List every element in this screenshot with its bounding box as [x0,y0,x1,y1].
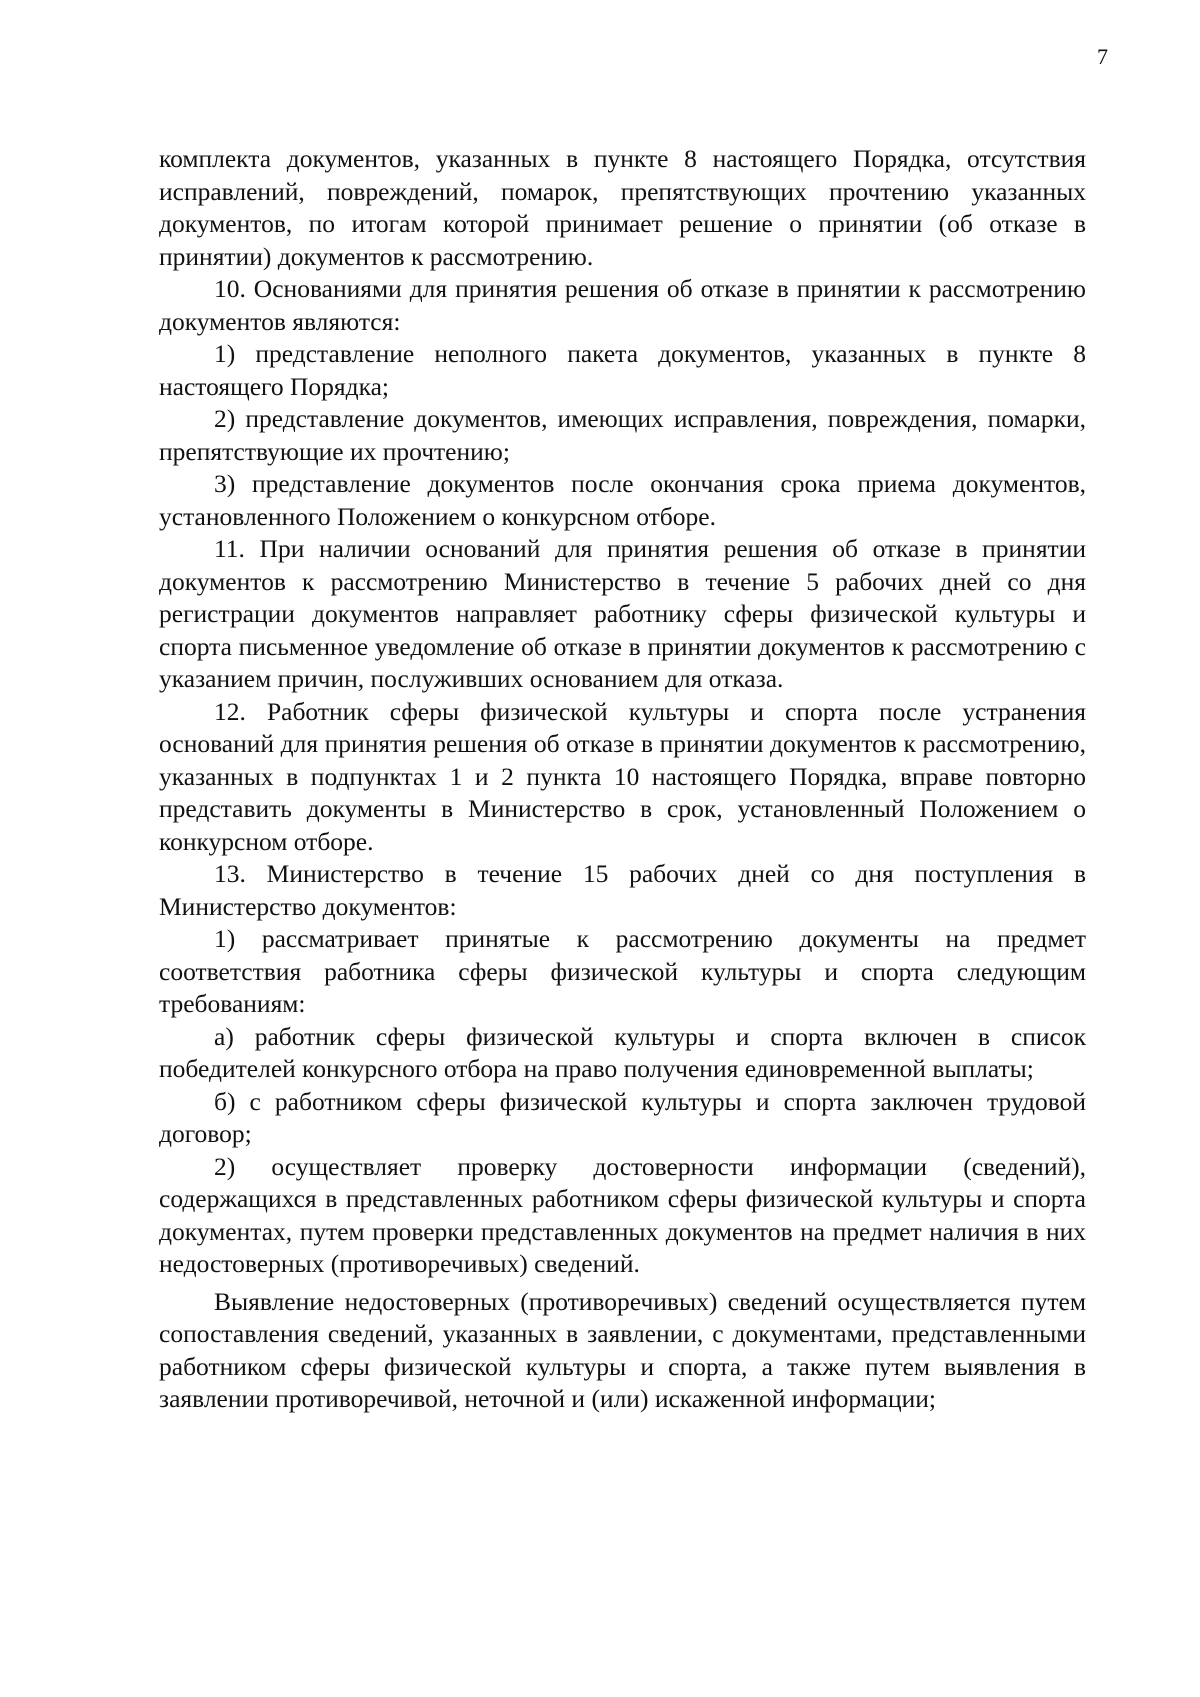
paragraph-continuation: комплекта документов, указанных в пункте 8 настоящего Порядка, отсутствия исправлений, повреждений, помарок, препятствующих прочтению указанных документов, по итогам которой принимает решение о принятии (об отказе в принятии) документов к рассмотрению. [159,144,1086,271]
paragraph-subitem-13-1-b: б) с работником сферы физической культуры и спорта заключен трудовой договор; [159,1086,1086,1148]
paragraph-subitem-13-1: 1) рассматривает принятые к рассмотрению документы на предмет соответствия работника сферы физической культуры и спорта следующим требованиям: [159,924,1086,1018]
paragraph-subitem-10-1: 1) представление неполного пакета документов, указанных в пункте 8 настоящего Порядка; [159,339,1086,401]
paragraph-verification-note: Выявление недостоверных (противоречивых) сведений осуществляется путем сопоставления сведений, указанных в заявлении, с документами, представленными работником сферы физической культуры и спорта, а также путем выявления в заявлении противоречивой, неточной и (или) искаженной информации; [159,1286,1086,1413]
paragraph-subitem-13-1-a: а) работник сферы физической культуры и спорта включен в список победителей конкурсного отбора на право получения единовременной выплаты; [159,1021,1086,1083]
document-body [159,143,1086,1416]
paragraph-subitem-10-3: 3) представление документов после окончания срока приема документов, установленного Положением о конкурсном отборе. [159,469,1086,531]
paragraph-item-11: 11. При наличии оснований для принятия решения об отказе в принятии документов к рассмотрению Министерство в течение 5 рабочих дней со дня регистрации документов направляет работнику сферы физической культуры и спорта письменное уведомление об отказе в принятии документов к рассмотрению с указанием причин, послуживших основанием для отказа. [159,534,1086,693]
paragraph-item-10: 10. Основаниями для принятия решения об отказе в принятии к рассмотрению документов являются: [159,274,1086,336]
paragraph-subitem-13-2: 2) осуществляет проверку достоверности информации (сведений), содержащихся в представленных работником сферы физической культуры и спорта документах, путем проверки представленных документов на предмет наличия в них недостоверных (противоречивых) сведений. [159,1151,1086,1278]
page-number: 7 [1097,44,1108,69]
paragraph-item-13: 13. Министерство в течение 15 рабочих дней со дня поступления в Министерство документов: [159,859,1086,921]
paragraph-subitem-10-2: 2) представление документов, имеющих исправления, повреждения, помарки, препятствующие их прочтению; [159,404,1086,466]
paragraph-item-12: 12. Работник сферы физической культуры и спорта после устранения оснований для принятия решения об отказе в принятии документов к рассмотрению, указанных в подпунктах 1 и 2 пункта 10 настоящего Порядка, вправе повторно представить документы в Министерство в срок, установленный Положением о конкурсном отборе. [159,696,1086,856]
